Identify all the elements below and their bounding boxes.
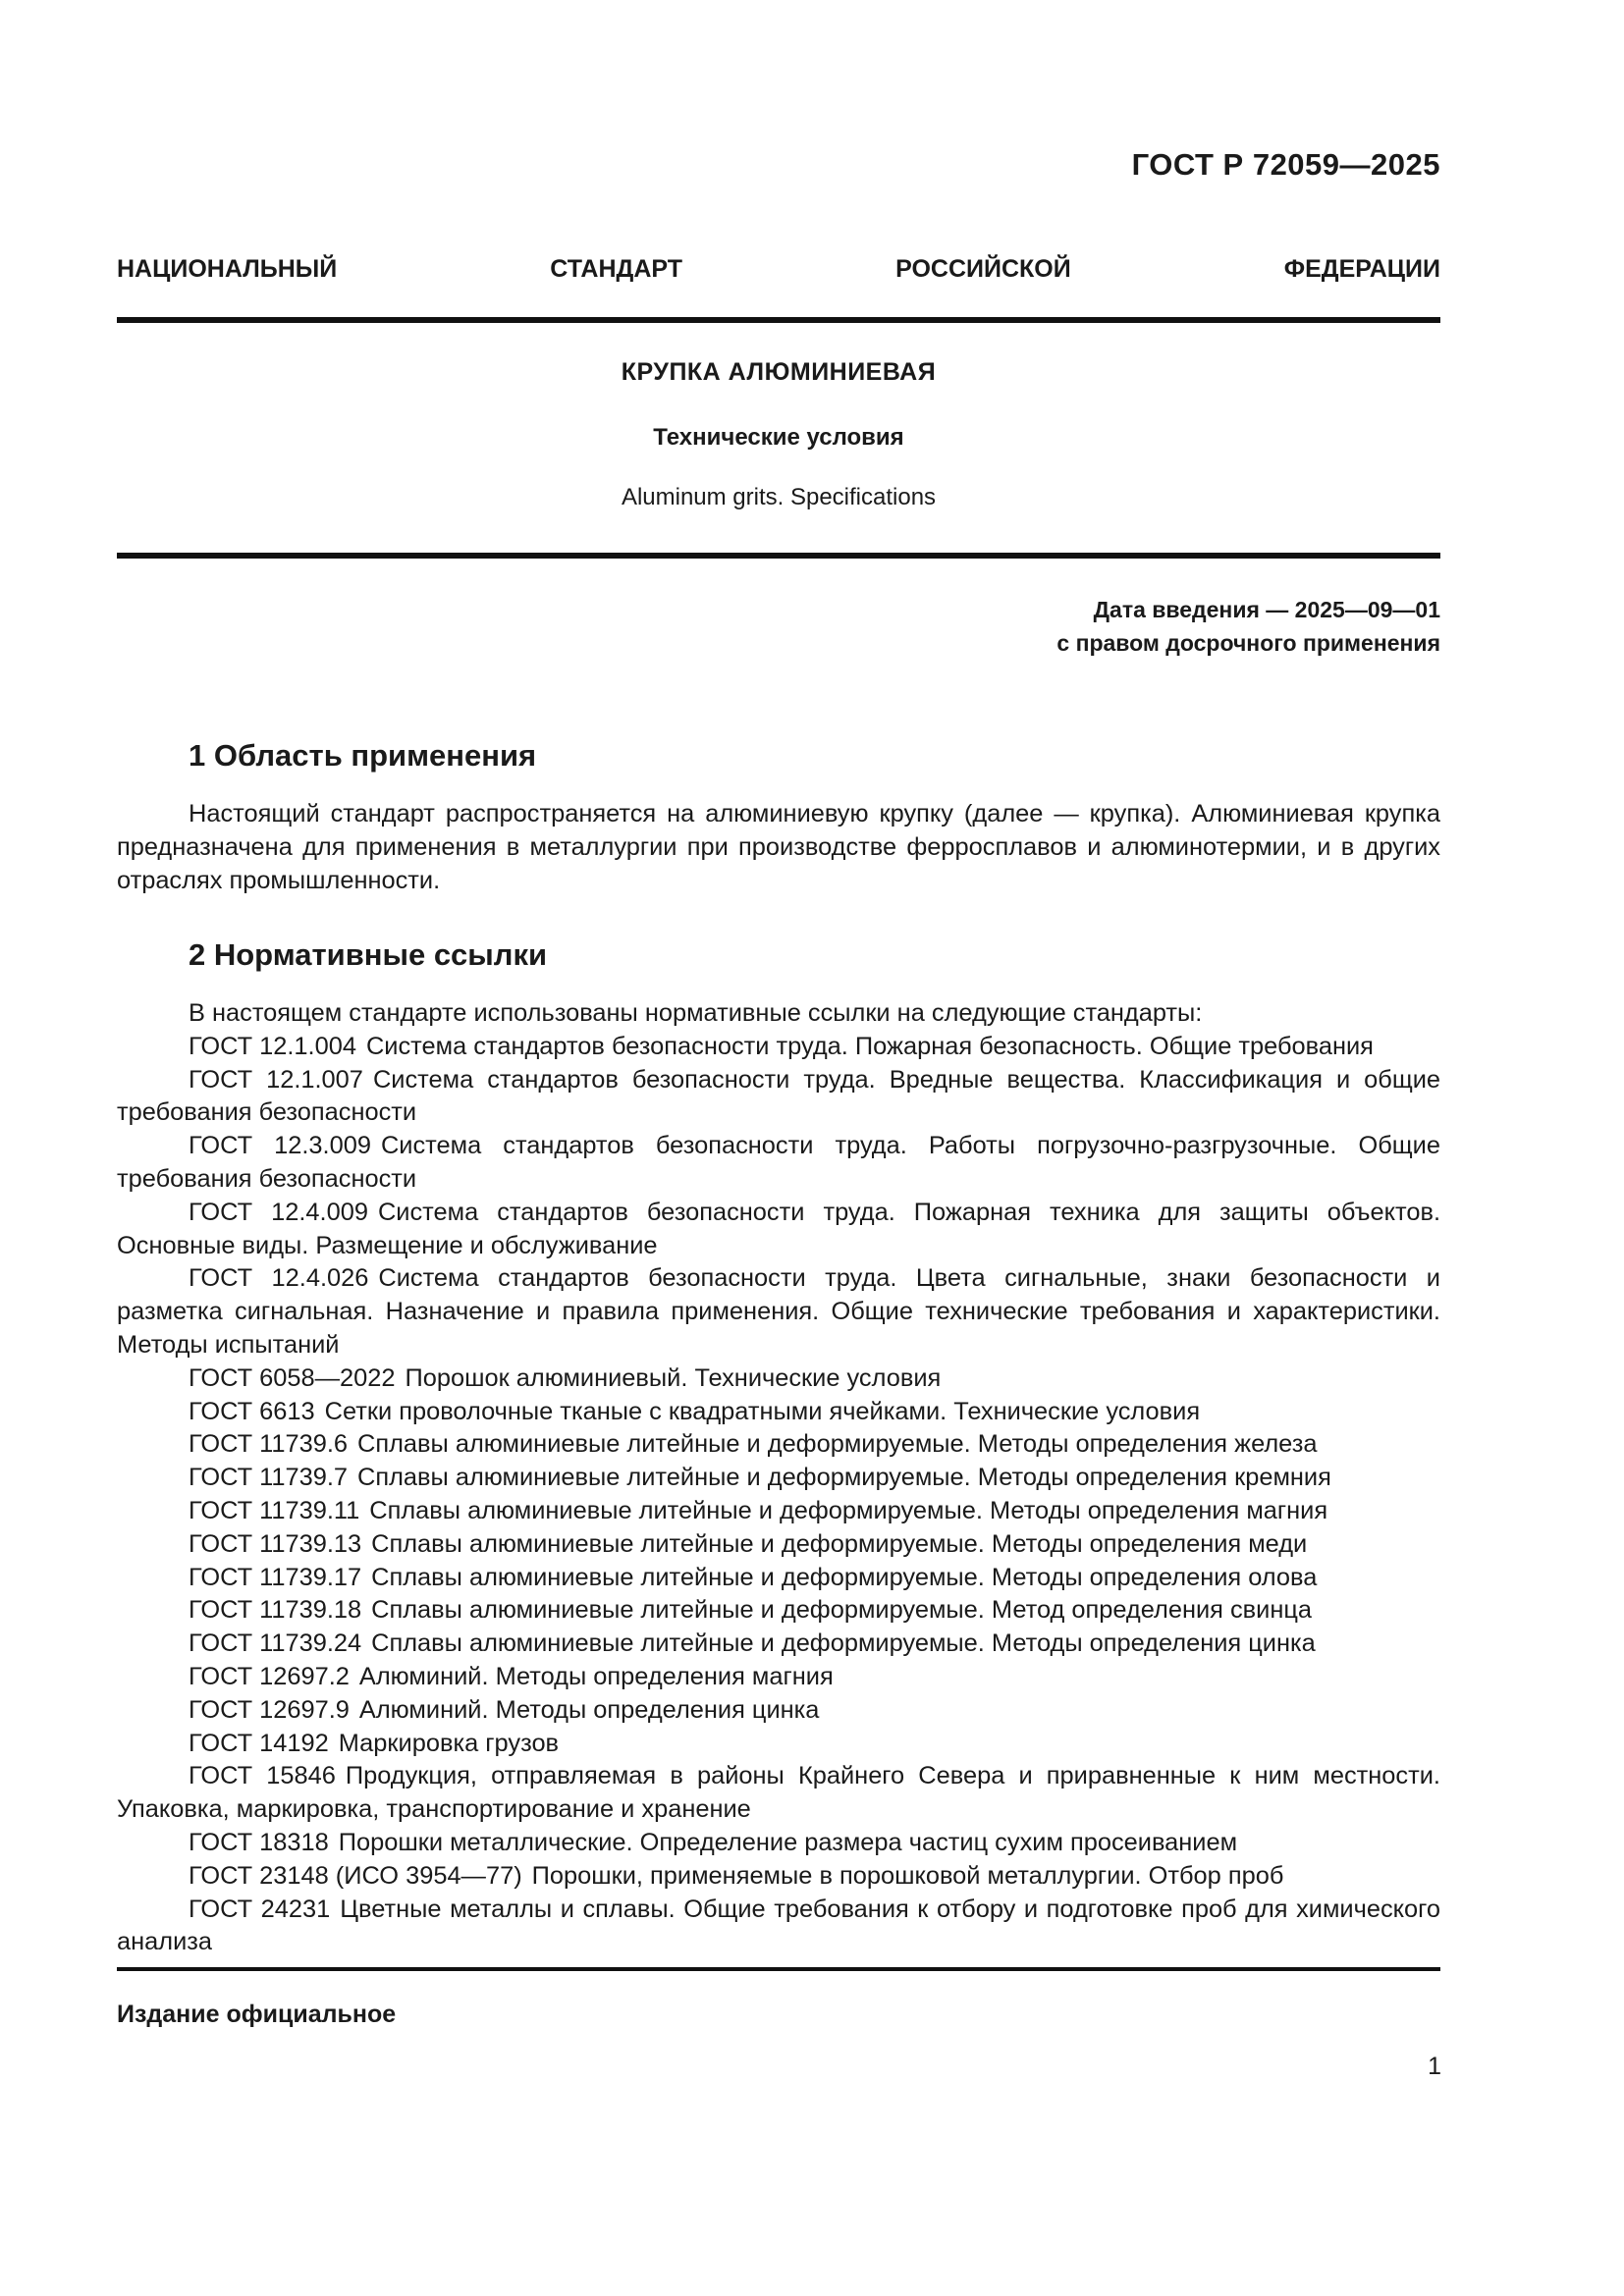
scope-paragraph: Настоящий стандарт распространяется на алюминиевую крупку (далее — крупка). Алюминиевая крупка предназначена для применения в металлургии при производстве ферросплавов и алюминотермии, и в других отраслях промышленности. bbox=[117, 800, 1440, 894]
official-edition-label: Издание официальное bbox=[117, 2001, 397, 2028]
reference-title: Сплавы алюминиевые литейные и деформируемые. Методы определения цинка bbox=[371, 1629, 1316, 1658]
reference-code: ГОСТ 12.1.004 bbox=[189, 1032, 356, 1060]
reference-title: Продукция, отправляемая в районы Крайнего Севера и приравненные к ним местности. Упаковка, маркировка, транспортирование и хранение bbox=[117, 1762, 1440, 1824]
reference-code: ГОСТ 23148 (ИСО 3954—77) bbox=[189, 1861, 522, 1890]
page-number: 1 bbox=[1428, 2053, 1441, 2080]
section-1-heading: 1 Область применения bbox=[189, 738, 537, 773]
reference-code: ГОСТ 6613 bbox=[189, 1397, 315, 1425]
reference-item bbox=[117, 1462, 1440, 1495]
reference-code: ГОСТ 11739.7 bbox=[189, 1464, 349, 1492]
reference-code: ГОСТ 12.3.009 bbox=[189, 1132, 371, 1160]
reference-code: ГОСТ 12.4.009 bbox=[189, 1198, 368, 1226]
reference-item bbox=[117, 1197, 1440, 1263]
reference-item bbox=[117, 1362, 1440, 1396]
reference-code: ГОСТ 11739.17 bbox=[189, 1563, 362, 1591]
reference-item bbox=[117, 1594, 1440, 1628]
section-1-text bbox=[117, 798, 1440, 897]
reference-item bbox=[117, 1760, 1440, 1827]
reference-title: Сплавы алюминиевые литейные и деформируемые. Метод определения свинца bbox=[371, 1596, 1313, 1625]
reference-item bbox=[117, 1031, 1440, 1064]
reference-code: ГОСТ 11739.6 bbox=[189, 1430, 349, 1459]
reference-title: Порошки, применяемые в порошковой металлургии. Отбор проб bbox=[531, 1861, 1284, 1890]
reference-title: Алюминий. Методы определения цинка bbox=[358, 1695, 820, 1724]
reference-item bbox=[117, 1495, 1440, 1528]
references-list bbox=[117, 997, 1440, 1959]
section-2-heading: 2 Нормативные ссылки bbox=[189, 937, 548, 972]
reference-title: Порошок алюминиевый. Технические условия bbox=[405, 1363, 942, 1392]
reference-code: ГОСТ 12697.2 bbox=[189, 1662, 350, 1690]
introduction-date-line: Дата введения — 2025—09—01 bbox=[1093, 597, 1440, 622]
top-rule bbox=[117, 317, 1440, 323]
reference-title: Маркировка грузов bbox=[338, 1729, 560, 1757]
reference-code: ГОСТ 11739.24 bbox=[189, 1629, 362, 1658]
reference-title: Сплавы алюминиевые литейные и деформируемые. Методы определения олова bbox=[371, 1563, 1318, 1591]
reference-code: ГОСТ 15846 bbox=[189, 1762, 336, 1790]
reference-item bbox=[117, 1428, 1440, 1462]
footer-rule bbox=[117, 1967, 1440, 1971]
reference-item bbox=[117, 1661, 1440, 1694]
reference-code: ГОСТ 14192 bbox=[189, 1729, 329, 1757]
reference-item bbox=[117, 1562, 1440, 1595]
reference-code: ГОСТ 24231 bbox=[189, 1895, 331, 1923]
reference-title: Сплавы алюминиевые литейные и деформируемые. Методы определения магния bbox=[369, 1496, 1328, 1524]
reference-title: Сплавы алюминиевые литейные и деформируемые. Методы определения меди bbox=[371, 1529, 1308, 1558]
reference-code: ГОСТ 12.1.007 bbox=[189, 1065, 363, 1094]
reference-code: ГОСТ 11739.13 bbox=[189, 1529, 362, 1558]
document-title: КРУПКА АЛЮМИНИЕВАЯ bbox=[621, 358, 937, 386]
early-application-note: с правом досрочного применения bbox=[1056, 630, 1440, 656]
reference-title: Система стандартов безопасности труда. Пожарная техника для защиты объектов. Основные виды. Размещение и обслуживание bbox=[117, 1198, 1440, 1259]
reference-title: Алюминий. Методы определения магния bbox=[358, 1662, 834, 1690]
reference-code: ГОСТ 12.4.026 bbox=[189, 1264, 369, 1293]
reference-item bbox=[117, 1894, 1440, 1960]
reference-title: Цветные металлы и сплавы. Общие требования к отбору и подготовке проб для химического анализа bbox=[117, 1895, 1440, 1956]
national-standard-banner: НАЦИОНАЛЬНЫЙ СТАНДАРТ РОССИЙСКОЙ ФЕДЕРАЦИИ bbox=[117, 255, 1440, 283]
reference-title: Система стандартов безопасности труда. Пожарная безопасность. Общие требования bbox=[365, 1032, 1374, 1060]
reference-item bbox=[117, 1396, 1440, 1429]
english-title: Aluminum grits. Specifications bbox=[621, 484, 937, 510]
reference-code: ГОСТ 12697.9 bbox=[189, 1695, 350, 1724]
reference-title: Система стандартов безопасности труда. Цвета сигнальные, знаки безопасности и разметка сигнальная. Назначение и правила применения. Общие технические требования и характеристики. Методы испытаний bbox=[117, 1264, 1440, 1359]
reference-item bbox=[117, 1860, 1440, 1894]
introduction-date bbox=[1056, 593, 1440, 660]
document-subtitle: Технические условия bbox=[653, 424, 904, 451]
reference-item bbox=[117, 1130, 1440, 1197]
standard-designation: ГОСТ Р 72059—2025 bbox=[1131, 147, 1440, 182]
reference-title: Порошки металлические. Определение размера частиц сухим просеиванием bbox=[338, 1828, 1238, 1856]
reference-item bbox=[117, 1064, 1440, 1131]
reference-title: Сплавы алюминиевые литейные и деформируемые. Методы определения железа bbox=[357, 1430, 1318, 1459]
reference-code: ГОСТ 11739.11 bbox=[189, 1496, 360, 1524]
references-intro: В настоящем стандарте использованы нормативные ссылки на следующие стандарты: bbox=[189, 999, 1203, 1027]
reference-item bbox=[117, 1728, 1440, 1761]
reference-item bbox=[117, 1628, 1440, 1661]
reference-item bbox=[117, 1694, 1440, 1728]
reference-title: Сетки проволочные тканые с квадратными ячейками. Технические условия bbox=[324, 1397, 1201, 1425]
reference-item bbox=[117, 1262, 1440, 1362]
reference-item bbox=[117, 1827, 1440, 1860]
reference-code: ГОСТ 18318 bbox=[189, 1828, 329, 1856]
reference-code: ГОСТ 6058—2022 bbox=[189, 1363, 396, 1392]
title-bottom-rule bbox=[117, 553, 1440, 559]
reference-title: Система стандартов безопасности труда. Работы погрузочно-разгрузочные. Общие требования безопасности bbox=[117, 1132, 1440, 1193]
reference-item bbox=[117, 1528, 1440, 1562]
reference-title: Сплавы алюминиевые литейные и деформируемые. Методы определения кремния bbox=[357, 1464, 1331, 1492]
reference-code: ГОСТ 11739.18 bbox=[189, 1596, 362, 1625]
reference-title: Система стандартов безопасности труда. Вредные вещества. Классификация и общие требования безопасности bbox=[117, 1065, 1441, 1127]
